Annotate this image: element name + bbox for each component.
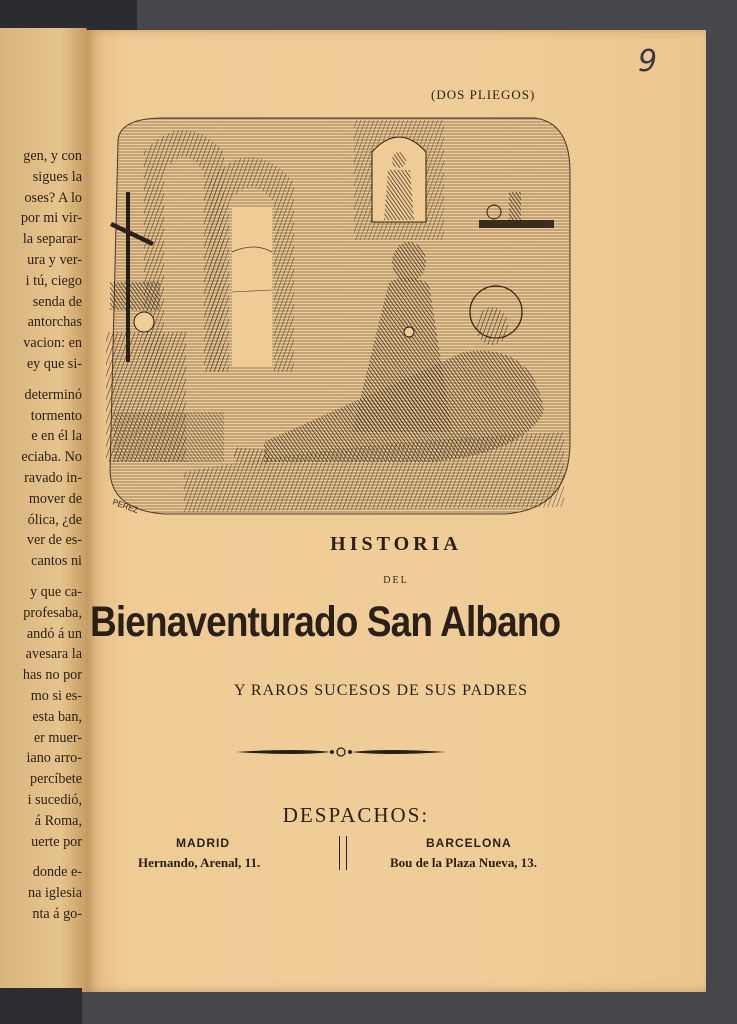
- left-line: i tú, ciego: [25, 272, 82, 289]
- left-line: ey que si-: [26, 355, 82, 372]
- book-spine-top: [0, 0, 137, 30]
- barcelona-city: BARCELONA: [426, 836, 512, 850]
- left-line: y que ca-: [30, 583, 82, 600]
- left-line: has no por: [22, 667, 82, 684]
- left-line: na iglesia: [28, 885, 82, 902]
- engraving-illustration: [104, 112, 574, 517]
- left-line: er muer-: [33, 729, 82, 746]
- left-line: mo si es-: [30, 687, 82, 704]
- main-title: Bienaventurado San Albano: [90, 598, 561, 646]
- left-page-text: [0, 146, 82, 925]
- left-page: [0, 28, 87, 992]
- left-line: cantos ni: [31, 553, 82, 570]
- left-line: oses? A lo: [24, 189, 82, 206]
- page-number: 9: [638, 44, 658, 79]
- left-line: percíbete: [30, 771, 82, 788]
- left-line: senda de: [32, 293, 82, 310]
- left-line: ura y ver-: [27, 251, 82, 268]
- left-line: nta á go-: [32, 905, 82, 922]
- header-note: (DOS PLIEGOS): [431, 87, 536, 102]
- book-edge-bottom: [0, 988, 82, 1024]
- left-line: e en él la: [31, 428, 82, 445]
- left-line-gap: [0, 572, 82, 582]
- left-line: mover de: [28, 490, 82, 507]
- madrid-address: Hernando, Arenal, 11.: [138, 855, 261, 870]
- left-line: gen, y con: [23, 148, 82, 164]
- left-line: iano arro-: [26, 750, 82, 767]
- title-del: DEL: [383, 575, 409, 586]
- left-line: eciaba. No: [21, 449, 82, 466]
- subtitle: Y RAROS SUCESOS DE SUS PADRES: [233, 682, 529, 699]
- left-line: antorchas: [27, 314, 82, 331]
- left-line: la separar-: [22, 231, 82, 248]
- left-line-gap: [0, 852, 82, 862]
- madrid-city: MADRID: [176, 836, 230, 850]
- left-line: donde e-: [32, 864, 82, 881]
- left-line: andó á un: [26, 625, 82, 642]
- left-line: profesaba,: [23, 604, 82, 621]
- left-line: esta ban,: [32, 708, 82, 725]
- left-line: i sucedió,: [27, 791, 82, 808]
- engraver-signature: PEREZ: [111, 497, 140, 516]
- left-line: á Roma,: [34, 812, 82, 829]
- despachos-label: DESPACHOS:: [282, 803, 430, 827]
- left-line: determinó: [24, 386, 82, 403]
- left-line: vacion: en: [23, 335, 82, 352]
- left-line: uerte por: [31, 833, 82, 850]
- left-line: ver de es-: [26, 532, 82, 549]
- left-line: sigues la: [32, 168, 82, 185]
- left-line: tormento: [30, 407, 82, 424]
- title-historia: HISTORIA: [330, 533, 462, 555]
- left-line: avesara la: [25, 646, 82, 663]
- left-line: ólica, ¿de: [27, 511, 82, 528]
- left-line: ravado in-: [24, 469, 82, 486]
- barcelona-address: Bou de la Plaza Nueva, 13.: [390, 855, 537, 870]
- address-divider: [339, 836, 347, 870]
- left-line-gap: [0, 375, 82, 385]
- left-line: por mi vir-: [20, 210, 82, 227]
- ornament-divider: [236, 742, 446, 762]
- title-page: [86, 30, 706, 992]
